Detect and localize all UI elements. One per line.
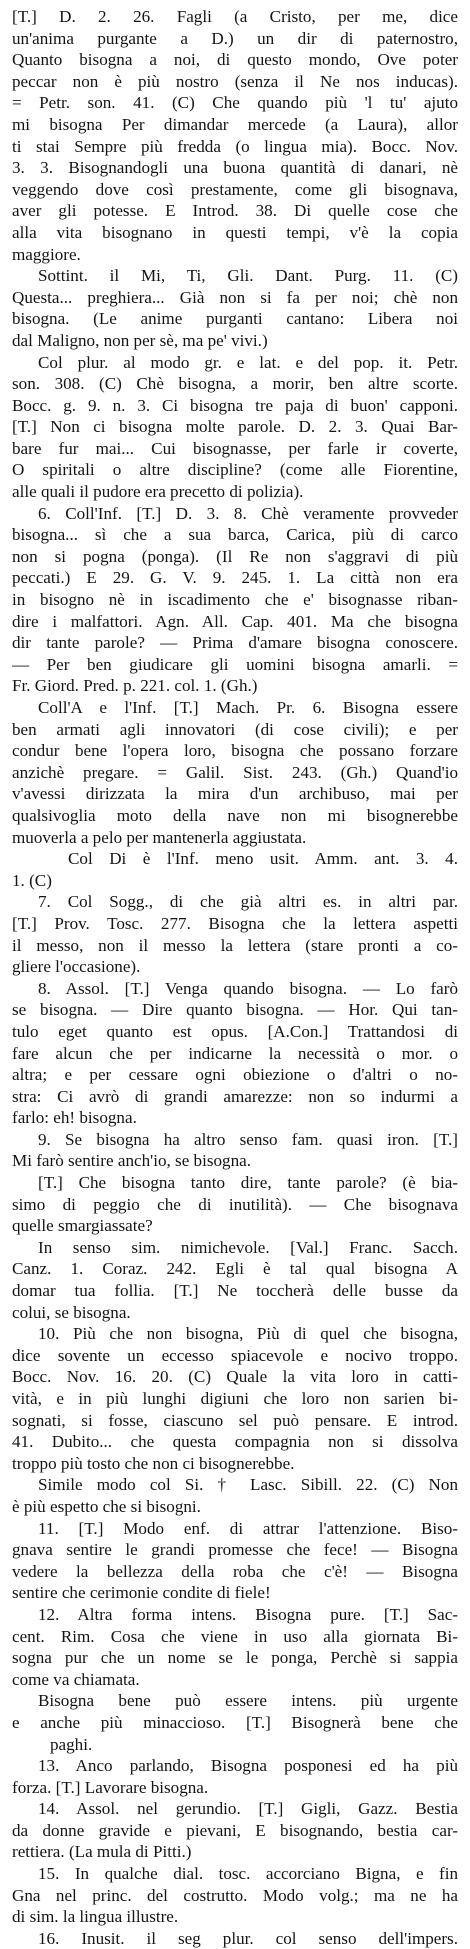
text-line: 14. Assol. nel gerundio. [T.] Gigli, Gazz. Bestia bbox=[38, 1799, 458, 1819]
text-line: come va chiamata. bbox=[12, 1669, 140, 1689]
text-line: = Petr. son. 41. (C) Che quando più 'l tu' ajuto bbox=[12, 93, 458, 113]
text-line: Sottint. il Mi, Ti, Gli. Dant. Purg. 11. (C) bbox=[38, 266, 458, 286]
text-line: Gna nel princ. del costrutto. Modo volg.; ma ne ha bbox=[12, 1885, 458, 1905]
text-line: dice sovente un eccesso spiacevole e nocivo troppo. bbox=[12, 1345, 458, 1365]
text-line: maggiore. bbox=[12, 244, 81, 264]
text-line: 13. Anco parlando, Bisogna posponesi ed ha più bbox=[38, 1756, 458, 1776]
text-line: paghi. bbox=[50, 1734, 93, 1754]
text-line: ti stai Sempre più fredda (o lingua mia). Bocc. Nov. bbox=[12, 136, 458, 156]
text-line: veggendo dove così prestamente, come gli bisognava, bbox=[12, 179, 458, 199]
text-line: 6. Coll'Inf. [T.] D. 3. 8. Chè veramente provveder bbox=[38, 503, 458, 523]
text-line: [T.] Prov. Tosc. 277. Bisogna che la lettera aspetti bbox=[12, 913, 458, 933]
text-line: da donne gravide e pievani, E bisognando, bestia car- bbox=[12, 1820, 458, 1840]
text-line: v'avessi dirizzata la mira d'un archibuso, mai per bbox=[12, 784, 458, 804]
text-line: Questa... preghiera... Già non si fa per noi; chè non bbox=[12, 287, 458, 307]
text-line: ben armati agli innovatori (di cose civili); e per bbox=[12, 719, 458, 739]
text-line: vità, e in più lunghi digiuni che loro non sarien bi- bbox=[12, 1389, 458, 1408]
text-line: peccati.) E 29. G. V. 9. 245. 1. La città non era bbox=[12, 568, 458, 588]
text-line: forza. [T.] Lavorare bisogna. bbox=[12, 1777, 209, 1797]
text-line: simo di peggio che di inutilità). — Che bisognava bbox=[12, 1194, 458, 1214]
text-line: se bisogna. — Dire quanto bisogna. — Hor. Qui tan- bbox=[12, 1000, 458, 1020]
text-line: [T.] Non ci bisogna molte parole. D. 2. 3. Quai Bar- bbox=[12, 417, 458, 437]
text-line: Simile modo col Si. † Lasc. Sibill. 22. (C) Non bbox=[38, 1475, 458, 1495]
text-line: 15. In qualche dial. tosc. accorciano Bigna, e fin bbox=[38, 1864, 458, 1884]
text-line: dir tante parole? — Prima d'amare bisogna conoscere. bbox=[12, 633, 458, 653]
text-line: alla vita bisognano in questi tempi, v'è la copia bbox=[12, 222, 458, 242]
text-line: O spiritali o altre discipline? (come alle Fiorentine, bbox=[12, 460, 458, 480]
text-line: Col Di è l'Inf. meno usit. Amm. ant. 3. 4. bbox=[68, 849, 458, 869]
text-line: e anche più minaccioso. [T.] Bisognerà bene che bbox=[12, 1712, 458, 1732]
text-line: bisogna... sì che a sua barca, Carica, più di carco bbox=[12, 525, 458, 545]
text-line: è più espetto che si bisogni. bbox=[12, 1496, 201, 1516]
text-line: 7. Col Sogg., di che già altri es. in altri par. bbox=[38, 892, 458, 912]
text-line: — Per ben giudicare gli uomini bisogna amarli. = bbox=[12, 654, 458, 674]
text-line: gnava sentire le grandi promesse che fece! — Bisogna bbox=[12, 1540, 458, 1560]
text-line: Col plur. al modo gr. e lat. e del pop. it. Petr. bbox=[38, 352, 458, 372]
text-line: alle quali il pudore era precetto di polizia). bbox=[12, 482, 304, 502]
text-line: bisogna. (Le anime purganti cantano: Libera noi bbox=[12, 309, 458, 329]
text-line: vedere la bellezza della roba che c'è! — Bisogna bbox=[12, 1561, 458, 1581]
text-line: Fr. Giord. Pred. p. 221. col. 1. (Gh.) bbox=[12, 676, 258, 696]
text-line: fare alcun che per indicarne la necessità o mor. o bbox=[12, 1043, 458, 1063]
text-line: Canz. 1. Coraz. 242. Egli è tal qual bisogna A bbox=[12, 1259, 458, 1279]
text-line: farlo: eh! bisogna. bbox=[12, 1108, 137, 1128]
text-line: dal Maligno, non per sè, ma pe' vivi.) bbox=[12, 330, 268, 350]
text-line: 16. Inusit. il seg plur. col senso dell'impers. bbox=[38, 1928, 458, 1948]
text-line: [T.] Che bisogna tanto dire, tante parole? (è bia- bbox=[38, 1173, 458, 1193]
text-line: sognati, si fosse, ciascuno sel può pensare. E introd. bbox=[12, 1410, 458, 1430]
text-line: dire i malfattori. Agn. All. Cap. 401. Ma che bisogna bbox=[12, 611, 458, 631]
text-line: Coll'A e l'Inf. [T.] Mach. Pr. 6. Bisogna essere bbox=[38, 698, 458, 717]
text-line: un'anima purgante a D.) un dir di paternostro, bbox=[12, 28, 458, 48]
text-line: gliere l'occasione). bbox=[12, 957, 141, 977]
text-line: 11. [T.] Modo enf. di attrar l'attenzione. Biso- bbox=[38, 1518, 458, 1538]
text-line: 12. Altra forma intens. Bisogna pure. [T.] Sac- bbox=[38, 1604, 458, 1624]
text-line: sogna pur che un nome se le ponga, Perchè si sappia bbox=[12, 1648, 458, 1668]
text-line: 8. Assol. [T.] Venga quando bisogna. — Lo farò bbox=[38, 978, 458, 998]
text-line: 3. 3. Bisognandogli una buona quantità di danari, nè bbox=[12, 158, 458, 178]
text-line: cent. Rim. Cosa che viene in uso alla giornata Bi- bbox=[12, 1626, 458, 1646]
text-line: rettiera. (La mula di Pitti.) bbox=[12, 1842, 192, 1862]
text-line: Bocc. g. 9. n. 3. Ci bisogna tre paja di buon' capponi. bbox=[12, 395, 458, 415]
text-line: quelle smargiassate? bbox=[12, 1216, 153, 1236]
text-line: troppo più tosto che non ci bisognerebbe. bbox=[12, 1453, 295, 1473]
text-line: condur bene l'opera loro, bisogna che possano forzare bbox=[12, 741, 458, 761]
text-line: in bisogno nè in iscadimento che e' bisognasse riban- bbox=[12, 590, 458, 610]
text-line: Mi farò sentire anch'io, se bisogna. bbox=[12, 1151, 252, 1171]
text-line: altra; e per cessare ogni obiezione o d'altri o no- bbox=[12, 1065, 458, 1085]
text-line: [T.] D. 2. 26. Fagli (a Cristo, per me, dice bbox=[12, 7, 458, 26]
text-line: di sim. la lingua illustre. bbox=[12, 1907, 179, 1927]
text-line: mi bisogna Per dimandar mercede (a Laura), allor bbox=[12, 114, 458, 134]
text-line: bare fur mai... Cui bisognasse, per farle ir coverte, bbox=[12, 438, 458, 458]
text-line: Bisogna bene può essere intens. più urgente bbox=[38, 1691, 458, 1711]
text-line: sentire che cerimonie condite di fiele! bbox=[12, 1583, 271, 1603]
text-line: 1. (C) bbox=[12, 870, 52, 890]
text-line: tulo eget quanto est opus. [A.Con.] Trattandosi di bbox=[12, 1021, 458, 1041]
text-line: il messo, non il messo la lettera (stare pronti a co- bbox=[12, 935, 458, 955]
text-line: In senso sim. nimichevole. [Val.] Franc. Sacch. bbox=[38, 1237, 458, 1257]
text-line: Quanto bisogna a noi, di questo mondo, Ove poter bbox=[12, 50, 458, 70]
text-line: qualsivoglia moto della nave non mi bisognerebbe bbox=[12, 805, 458, 825]
text-line: son. 308. (C) Chè bisogna, a morir, ben altre scorte. bbox=[12, 374, 458, 394]
text-line: aver gli potesse. E Introd. 38. Di quelle cose che bbox=[12, 201, 458, 221]
text-line: 41. Dubito... che questa compagnia non si dissolva bbox=[12, 1432, 458, 1452]
text-line: 9. Se bisogna ha altro senso fam. quasi iron. [T.] bbox=[38, 1129, 458, 1149]
text-line: Bocc. Nov. 16. 20. (C) Quale la vita loro in catti- bbox=[12, 1367, 458, 1387]
text-line: non si pogna (ponga). (Il Re non s'aggravi di più bbox=[12, 546, 458, 566]
text-line: 10. Più che non bisogna, Più di quel che bisogna, bbox=[38, 1324, 458, 1344]
text-line: stra: Ci avrò di grandi amarezze: non so indurmi a bbox=[12, 1086, 458, 1106]
text-line: colui, se bisogna. bbox=[12, 1302, 131, 1322]
text-line: anzichè pregare. = Galil. Sist. 243. (Gh.) Quand'io bbox=[12, 762, 458, 782]
text-line: domar tua follia. [T.] Ne toccherà delle busse da bbox=[12, 1281, 458, 1301]
text-line: peccar non è più nostro (senza il Ne nos inducas). bbox=[12, 71, 458, 91]
text-line: muoverla a pelo per mantenerla aggiustata. bbox=[12, 827, 307, 847]
